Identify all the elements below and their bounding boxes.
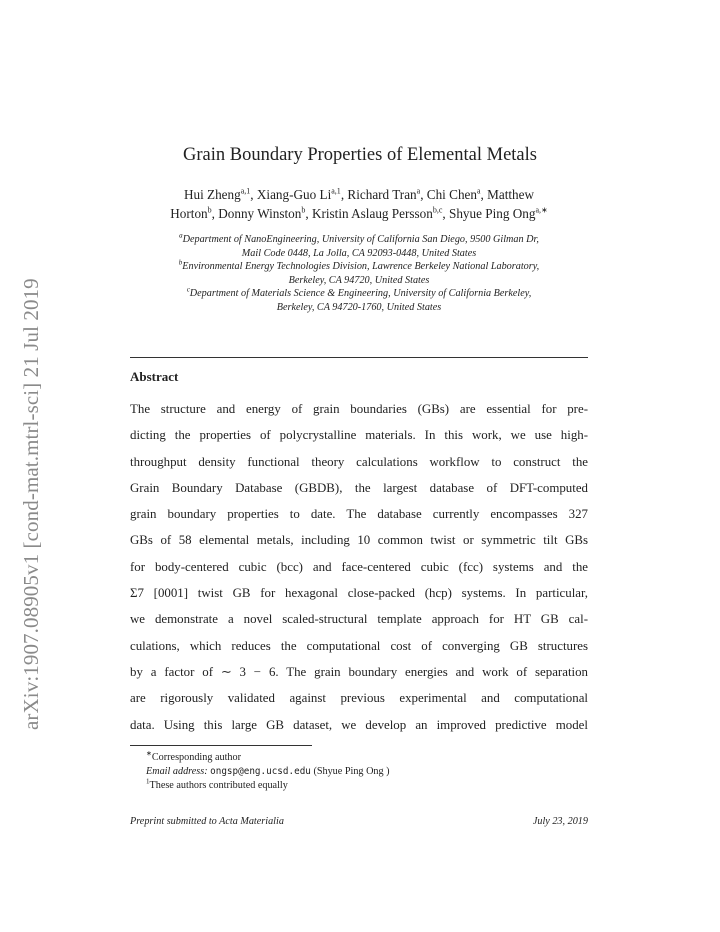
footnote-text: Corresponding author [151, 752, 242, 763]
footnote-text: These authors contributed equally [149, 780, 288, 791]
author-name: Horton [170, 206, 208, 221]
affiliation-text: Department of Materials Science & Engineering, University of California Berkeley, [189, 288, 532, 299]
author-affil-mark: a [416, 186, 421, 196]
abstract-line: are rigorously validated against previous experimental and computational [130, 691, 588, 706]
author-name: Matthew [487, 187, 535, 202]
email-label: Email address: [146, 766, 208, 777]
affiliation-list [130, 233, 588, 314]
abstract-line: for body-centered cubic (bcc) and face-centered cubic (fcc) systems and the [130, 559, 588, 574]
author-separator: , [442, 206, 449, 221]
author-separator: , [420, 187, 427, 202]
email-owner: (Shyue Ping Ong ) [313, 766, 390, 777]
affiliation-line: Berkeley, CA 94720-1760, United States [276, 301, 442, 313]
author-affil-mark: b [301, 205, 306, 215]
affiliation-text: Environmental Energy Technologies Division, Lawrence Berkeley National Laboratory, [182, 261, 540, 272]
author-name: Xiang-Guo Li [256, 187, 332, 202]
abstract-line: throughput density functional theory calculations workflow to construct the [130, 454, 588, 469]
abstract-line: dicting the properties of polycrystalline materials. In this work, we use high- [130, 428, 588, 443]
footnote-corresponding [146, 751, 586, 765]
author-name: Shyue Ping Ong [449, 206, 536, 221]
footnote-email [146, 765, 586, 779]
footnote-divider [130, 745, 312, 746]
section-divider [130, 357, 588, 358]
affiliation-line: Berkeley, CA 94720, United States [288, 274, 430, 286]
author-name: Chi Chen [426, 187, 477, 202]
affiliation-line [130, 233, 588, 247]
author-affil-mark: a [476, 186, 481, 196]
affiliation-line: Mail Code 0448, La Jolla, CA 92093-0448, United States [241, 247, 477, 259]
author-line-1 [130, 185, 588, 204]
author-name: Richard Tran [347, 187, 417, 202]
affiliation-mark: b [178, 258, 183, 267]
author-line-2 [130, 204, 588, 223]
author-affil-mark: b [207, 205, 212, 215]
author-affil-mark: a,∗ [535, 205, 548, 215]
paper-title: Grain Boundary Properties of Elemental Metals [183, 145, 537, 165]
abstract-heading: Abstract [130, 369, 179, 384]
author-affil-mark: a,1 [240, 186, 251, 196]
author-name: Kristin Aslaug Persson [311, 206, 433, 221]
abstract-line: culations, which reduces the computational cost of converging GB structures [130, 638, 588, 653]
footnote-mark: ∗ [146, 749, 152, 758]
affiliation-text: Department of NanoEngineering, University of California San Diego, 9500 Gilman Dr, [182, 234, 539, 245]
author-list [130, 185, 588, 223]
preprint-journal: Preprint submitted to Acta Materialia [130, 816, 284, 827]
author-separator: , [340, 187, 348, 202]
abstract-line: GBs of 58 elemental metals, including 10 common twist or symmetric tilt GBs [130, 533, 588, 548]
footnote-mark: 1 [146, 777, 150, 786]
email-address-link[interactable]: ongsp@eng.ucsd.edu [210, 766, 311, 777]
abstract-line: Grain Boundary Database (GBDB), the largest database of DFT-computed [130, 480, 588, 495]
abstract-body [130, 400, 588, 742]
abstract-line: we demonstrate a novel scaled-structural template approach for HT GB cal- [130, 612, 588, 627]
author-affil-mark: a,1 [331, 186, 341, 196]
author-name: Donny Winston [218, 206, 302, 221]
affiliation-line [130, 260, 588, 274]
footnotes [146, 751, 586, 793]
author-separator: , [211, 206, 219, 221]
footnote-equal-contribution [146, 779, 586, 793]
affiliation-line [130, 287, 588, 301]
author-affil-mark: b,c [432, 205, 443, 215]
affiliation-mark: c [186, 285, 190, 294]
author-name: Hui Zheng [183, 187, 241, 202]
affiliation-mark: a [179, 231, 183, 240]
author-separator: , [480, 187, 488, 202]
author-separator: , [305, 206, 312, 221]
abstract-line: grain boundary properties to date. The database currently encompasses 327 [130, 507, 588, 522]
abstract-line: data. Using this large GB dataset, we develop an improved predictive model [130, 717, 588, 732]
abstract-line: The structure and energy of grain boundaries (GBs) are essential for pre- [130, 402, 588, 416]
abstract-line: Σ7 [0001] twist GB for hexagonal close-packed (hcp) systems. In particular, [130, 586, 588, 601]
arxiv-stamp: arXiv:1907.08905v1 [cond-mat.mtrl-sci] 21 Jul 2019 [19, 278, 43, 730]
author-separator: , [250, 187, 257, 202]
abstract-line: by a factor of ∼ 3 − 6. The grain boundary energies and work of separation [130, 664, 588, 679]
preprint-date: July 23, 2019 [532, 816, 588, 827]
